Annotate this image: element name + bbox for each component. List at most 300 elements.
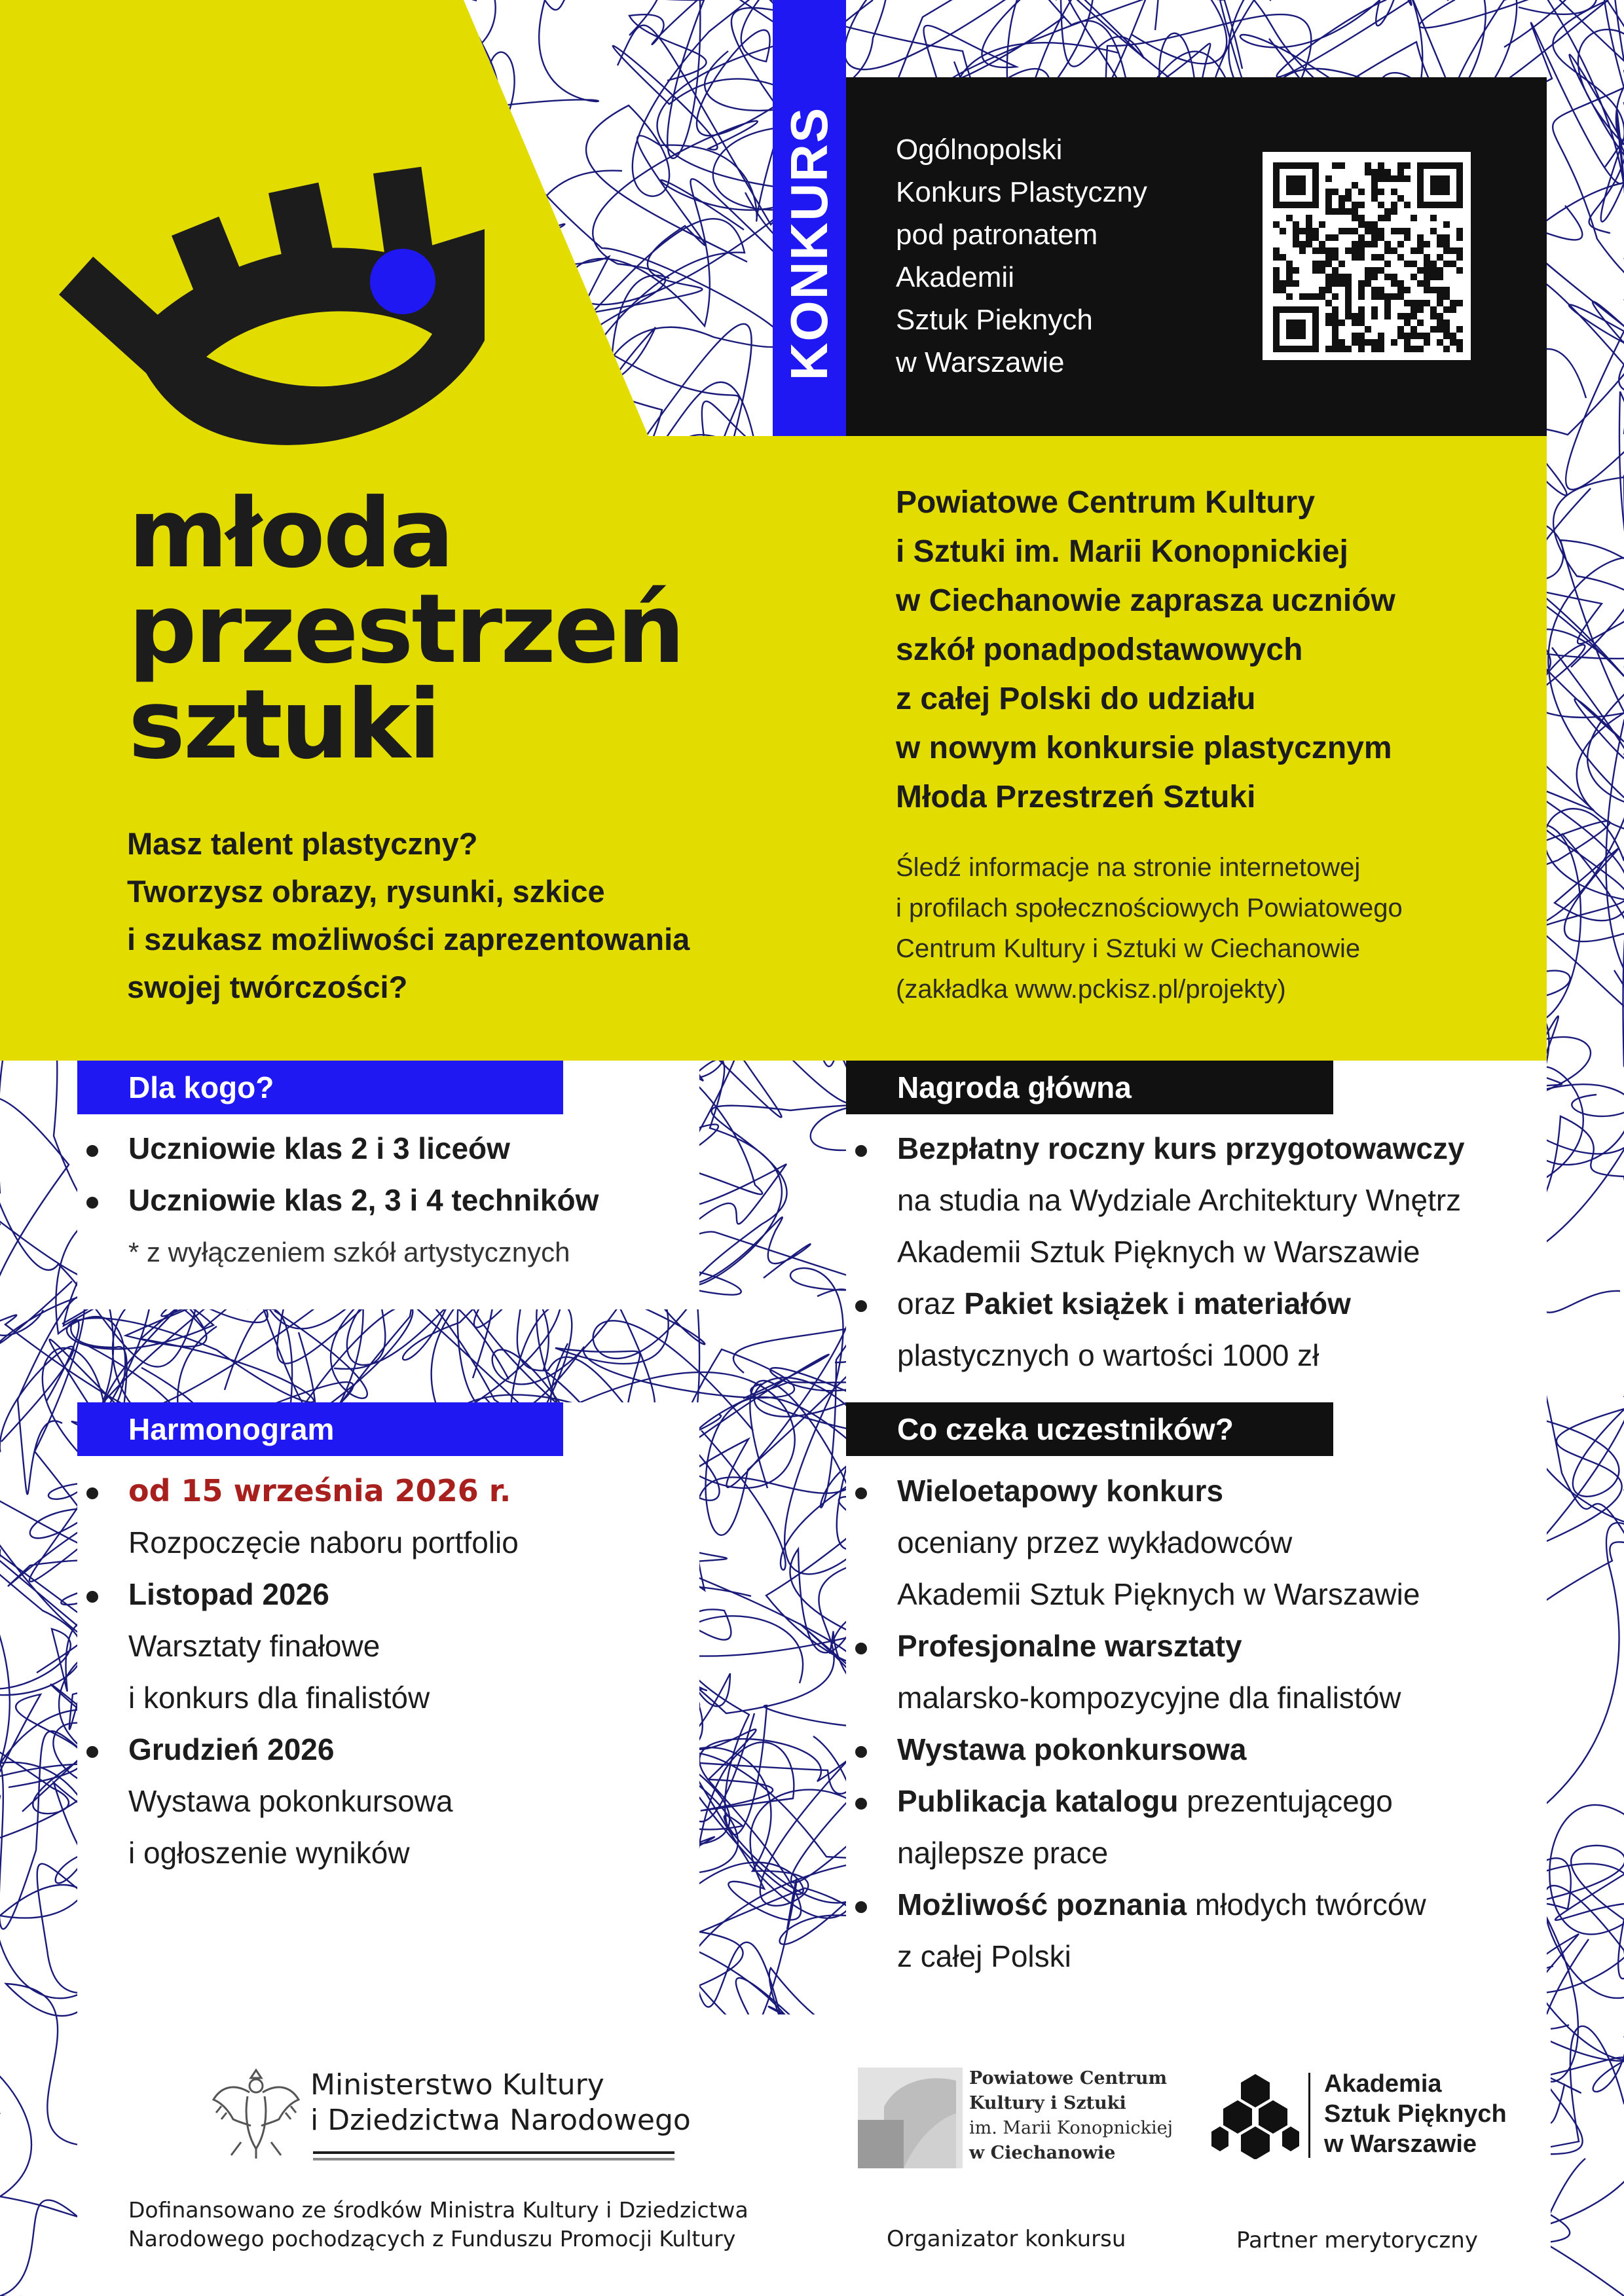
qr-module: [1338, 346, 1345, 352]
qr-module: [1358, 215, 1365, 221]
qr-module: [1352, 319, 1358, 326]
bullet-icon: [86, 1487, 98, 1499]
qr-module: [1358, 221, 1365, 228]
qr-module: [1417, 319, 1424, 326]
qr-module: [1312, 202, 1319, 208]
qr-module: [1345, 293, 1352, 300]
qr-module: [1443, 162, 1450, 169]
qr-module: [1293, 221, 1299, 228]
qr-module: [1437, 241, 1443, 247]
qr-module: [1397, 228, 1404, 234]
qr-module: [1365, 169, 1371, 175]
qr-module: [1430, 274, 1437, 280]
qr-module: [1312, 313, 1319, 319]
qr-module: [1325, 202, 1332, 208]
qr-module: [1358, 293, 1365, 300]
qr-module: [1352, 313, 1358, 319]
qr-module: [1397, 293, 1404, 300]
qr-module: [1280, 254, 1286, 261]
qr-module: [1443, 306, 1450, 313]
qr-module: [1437, 175, 1443, 182]
co-czeka-list: [846, 1465, 1547, 1982]
qr-module: [1273, 182, 1280, 189]
qr-module: [1378, 175, 1384, 182]
qr-module: [1325, 319, 1332, 326]
qr-module: [1352, 339, 1358, 346]
qr-module: [1411, 274, 1417, 280]
qr-module: [1273, 189, 1280, 195]
qr-module: [1352, 208, 1358, 215]
qr-module: [1338, 195, 1345, 202]
bullet-icon: [86, 1197, 98, 1209]
qr-module: [1299, 333, 1306, 339]
qr-module: [1378, 346, 1384, 352]
qr-module: [1345, 313, 1352, 319]
qr-module: [1299, 326, 1306, 333]
qr-module: [1437, 300, 1443, 306]
qr-module: [1430, 261, 1437, 267]
qr-module: [1345, 208, 1352, 215]
qr-module: [1443, 234, 1450, 241]
qr-module: [1293, 241, 1299, 247]
qr-module: [1437, 287, 1443, 293]
qr-module: [1293, 228, 1299, 234]
qr-module: [1352, 247, 1358, 254]
qr-module: [1371, 241, 1378, 247]
qr-module: [1384, 169, 1391, 175]
co-czeka-header: Co czeka uczestników?: [846, 1402, 1333, 1456]
qr-module: [1280, 280, 1286, 287]
qr-module: [1443, 182, 1450, 189]
qr-module: [1371, 346, 1378, 352]
qr-module: [1430, 182, 1437, 189]
qr-module: [1365, 274, 1371, 280]
qr-module: [1456, 175, 1463, 182]
qr-module: [1358, 333, 1365, 339]
qr-module: [1332, 234, 1338, 241]
qr-module: [1417, 333, 1424, 339]
qr-module: [1371, 287, 1378, 293]
qr-module: [1371, 234, 1378, 241]
qr-module: [1280, 346, 1286, 352]
qr-module: [1443, 202, 1450, 208]
qr-module: [1299, 241, 1306, 247]
qr-module: [1325, 189, 1332, 195]
qr-module: [1293, 319, 1299, 326]
qr-module: [1417, 162, 1424, 169]
qr-module: [1443, 241, 1450, 247]
nagroda-header: Nagroda główna: [846, 1061, 1333, 1114]
qr-module: [1397, 241, 1404, 247]
hand-eye-logo-icon: [33, 59, 504, 465]
qr-module: [1391, 274, 1397, 280]
qr-module: [1365, 241, 1371, 247]
qr-module: [1371, 175, 1378, 182]
dla-kogo-list: [77, 1123, 699, 1278]
qr-module: [1384, 300, 1391, 306]
qr-module: [1404, 175, 1411, 182]
follow-info-text: Śledź informacje na stronie internetowej i profilach społecznościowych Powiatowego Centrum Kultury i Sztuki w Ciechanowie (zakładka www.pckisz.pl/projekty): [896, 853, 1403, 1004]
qr-module: [1384, 241, 1391, 247]
qr-module: [1443, 326, 1450, 333]
qr-module: [1430, 189, 1437, 195]
qr-module: [1384, 215, 1391, 221]
qr-module: [1352, 241, 1358, 247]
qr-module: [1273, 162, 1280, 169]
qr-module: [1371, 228, 1378, 234]
organizer-caption: Organizator konkursu: [887, 2226, 1126, 2252]
pck-logo-icon: [858, 2068, 963, 2168]
qr-module: [1424, 339, 1430, 346]
qr-module: [1293, 182, 1299, 189]
qr-module: [1293, 162, 1299, 169]
qr-module: [1358, 254, 1365, 261]
qr-module: [1391, 175, 1397, 182]
qr-module: [1411, 326, 1417, 333]
question-text: Masz talent plastyczny? Tworzysz obrazy, rysunki, szkice i szukasz możliwości zaprezentowania swojej twórczości?: [127, 826, 690, 1004]
qr-module: [1384, 208, 1391, 215]
qr-module: [1286, 175, 1293, 182]
qr-module: [1391, 208, 1397, 215]
qr-module: [1280, 162, 1286, 169]
qr-module: [1411, 300, 1417, 306]
qr-module: [1404, 261, 1411, 267]
qr-module: [1450, 202, 1456, 208]
qr-module: [1443, 319, 1450, 326]
qr-module: [1456, 300, 1463, 306]
qr-module: [1378, 162, 1384, 169]
qr-module: [1397, 313, 1404, 319]
qr-module: [1443, 346, 1450, 352]
qr-module: [1456, 326, 1463, 333]
intro-text: Ogólnopolski Konkurs Plastyczny pod patronatem Akademii Sztuk Pieknych w Warszawie: [896, 134, 1147, 378]
qr-module: [1417, 306, 1424, 313]
qr-module: [1293, 326, 1299, 333]
qr-module: [1319, 293, 1325, 300]
qr-module: [1430, 202, 1437, 208]
qr-module: [1378, 293, 1384, 300]
qr-module: [1312, 293, 1319, 300]
qr-module: [1345, 274, 1352, 280]
qr-module: [1286, 280, 1293, 287]
qr-module: [1430, 267, 1437, 274]
qr-module: [1280, 306, 1286, 313]
qr-module: [1338, 208, 1345, 215]
qr-module: [1293, 346, 1299, 352]
qr-module: [1293, 202, 1299, 208]
qr-module: [1325, 247, 1332, 254]
qr-module: [1306, 202, 1312, 208]
qr-module: [1332, 267, 1338, 274]
qr-module: [1437, 267, 1443, 274]
qr-module: [1437, 254, 1443, 261]
qr-module: [1417, 182, 1424, 189]
qr-module: [1358, 346, 1365, 352]
qr-module: [1286, 162, 1293, 169]
qr-module: [1306, 221, 1312, 228]
qr-module: [1299, 202, 1306, 208]
qr-module: [1443, 221, 1450, 228]
qr-module: [1404, 339, 1411, 346]
qr-module: [1404, 333, 1411, 339]
qr-module: [1450, 333, 1456, 339]
qr-module: [1338, 319, 1345, 326]
qr-module: [1404, 346, 1411, 352]
qr-module: [1371, 221, 1378, 228]
qr-module: [1325, 261, 1332, 267]
qr-module: [1358, 287, 1365, 293]
ministry-name: Ministerstwo Kultury i Dziedzictwa Narodowego: [310, 2068, 691, 2137]
qr-module: [1358, 319, 1365, 326]
qr-module: [1358, 339, 1365, 346]
qr-module: [1319, 267, 1325, 274]
bullet-icon: [86, 1746, 98, 1758]
qr-module: [1404, 162, 1411, 169]
qr-module: [1306, 293, 1312, 300]
qr-module: [1325, 346, 1332, 352]
qr-module: [1286, 274, 1293, 280]
bullet-icon: [855, 1487, 867, 1499]
qr-module: [1437, 339, 1443, 346]
qr-module: [1371, 339, 1378, 346]
qr-module: [1371, 274, 1378, 280]
qr-module: [1411, 247, 1417, 254]
qr-module: [1332, 326, 1338, 333]
qr-module: [1273, 326, 1280, 333]
qr-module: [1299, 162, 1306, 169]
qr-module: [1450, 339, 1456, 346]
qr-module: [1424, 254, 1430, 261]
qr-module: [1325, 280, 1332, 287]
asp-logo-icon: [1211, 2074, 1299, 2159]
qr-module: [1273, 274, 1280, 280]
qr-module: [1456, 228, 1463, 234]
qr-module: [1430, 162, 1437, 169]
qr-module: [1332, 346, 1338, 352]
qr-module: [1358, 280, 1365, 287]
qr-module: [1378, 267, 1384, 274]
qr-module: [1312, 175, 1319, 182]
qr-module: [1325, 234, 1332, 241]
qr-module: [1371, 182, 1378, 189]
qr-module: [1411, 346, 1417, 352]
qr-module: [1417, 267, 1424, 274]
qr-module: [1306, 306, 1312, 313]
qr-module: [1371, 189, 1378, 195]
qr-module: [1325, 195, 1332, 202]
qr-module: [1456, 234, 1463, 241]
qr-module: [1437, 234, 1443, 241]
list-item: od 15 września 2026 r. Rozpoczęcie naboru portfolio: [77, 1465, 699, 1569]
qr-module: [1371, 169, 1378, 175]
qr-module: [1358, 247, 1365, 254]
qr-module: [1299, 182, 1306, 189]
qr-module: [1378, 339, 1384, 346]
qr-module: [1404, 300, 1411, 306]
qr-module: [1411, 215, 1417, 221]
qr-module: [1273, 254, 1280, 261]
qr-module: [1345, 228, 1352, 234]
bullet-icon: [855, 1300, 867, 1312]
list-item: Profesjonalne warsztaty malarsko-kompozycyjne dla finalistów: [846, 1620, 1547, 1724]
qr-module: [1306, 241, 1312, 247]
qr-module: [1404, 313, 1411, 319]
qr-module: [1299, 189, 1306, 195]
qr-module: [1358, 202, 1365, 208]
qr-module: [1299, 293, 1306, 300]
qr-module: [1456, 339, 1463, 346]
qr-module: [1378, 234, 1384, 241]
qr-code-icon[interactable]: [1263, 152, 1471, 360]
harmonogram-list: [77, 1465, 699, 1879]
qr-module: [1338, 228, 1345, 234]
qr-module: [1312, 333, 1319, 339]
qr-module: [1319, 247, 1325, 254]
qr-module: [1450, 247, 1456, 254]
qr-module: [1437, 182, 1443, 189]
qr-module: [1312, 247, 1319, 254]
qr-module: [1332, 339, 1338, 346]
qr-module: [1417, 175, 1424, 182]
qr-module: [1404, 319, 1411, 326]
qr-module: [1450, 261, 1456, 267]
qr-module: [1312, 339, 1319, 346]
qr-module: [1397, 169, 1404, 175]
qr-module: [1332, 247, 1338, 254]
qr-module: [1325, 313, 1332, 319]
qr-module: [1443, 261, 1450, 267]
partner-caption: Partner merytoryczny: [1236, 2227, 1478, 2253]
qr-module: [1411, 333, 1417, 339]
qr-module: [1424, 274, 1430, 280]
qr-module: [1352, 215, 1358, 221]
qr-module: [1273, 306, 1280, 313]
qr-module: [1384, 306, 1391, 313]
qr-module: [1437, 326, 1443, 333]
qr-module: [1378, 287, 1384, 293]
qr-module: [1391, 189, 1397, 195]
qr-module: [1338, 261, 1345, 267]
qr-module: [1443, 333, 1450, 339]
qr-module: [1286, 346, 1293, 352]
qr-module: [1430, 313, 1437, 319]
qr-module: [1437, 319, 1443, 326]
qr-module: [1273, 319, 1280, 326]
qr-module: [1437, 274, 1443, 280]
qr-module: [1319, 221, 1325, 228]
asp-name: Akademia Sztuk Pięknych w Warszawie: [1324, 2070, 1507, 2158]
qr-module: [1417, 234, 1424, 241]
qr-module: [1319, 287, 1325, 293]
qr-module: [1397, 254, 1404, 261]
qr-module: [1325, 254, 1332, 261]
qr-module: [1293, 175, 1299, 182]
list-item: Listopad 2026 Warsztaty finałowe i konkurs dla finalistów: [77, 1569, 699, 1724]
pck-name: Powiatowe Centrum Kultury i Sztuki im. Marii Konopnickiej w Ciechanowie: [969, 2068, 1173, 2163]
qr-module: [1378, 189, 1384, 195]
bullet-icon: [855, 1798, 867, 1810]
qr-module: [1378, 228, 1384, 234]
qr-module: [1437, 293, 1443, 300]
qr-module: [1378, 169, 1384, 175]
ministry-rule: [313, 2158, 674, 2160]
dla-kogo-note: * z wyłączeniem szkół artystycznych: [128, 1237, 570, 1267]
asp-divider: [1308, 2073, 1310, 2158]
qr-module: [1352, 202, 1358, 208]
qr-module: [1286, 215, 1293, 221]
qr-module: [1280, 202, 1286, 208]
list-item: Uczniowie klas 2, 3 i 4 techników: [77, 1175, 699, 1226]
qr-module: [1391, 247, 1397, 254]
qr-module: [1286, 319, 1293, 326]
qr-module: [1273, 339, 1280, 346]
qr-module: [1384, 175, 1391, 182]
bullet-icon: [86, 1591, 98, 1603]
qr-module: [1273, 267, 1280, 274]
qr-module: [1358, 313, 1365, 319]
qr-module: [1299, 306, 1306, 313]
qr-module: [1365, 221, 1371, 228]
qr-module: [1424, 162, 1430, 169]
qr-module: [1443, 247, 1450, 254]
qr-module: [1417, 346, 1424, 352]
qr-module: [1325, 208, 1332, 215]
qr-module: [1391, 202, 1397, 208]
qr-module: [1424, 241, 1430, 247]
qr-module: [1424, 261, 1430, 267]
qr-module: [1352, 228, 1358, 234]
qr-module: [1293, 280, 1299, 287]
qr-module: [1404, 202, 1411, 208]
qr-module: [1371, 293, 1378, 300]
qr-module: [1411, 261, 1417, 267]
qr-module: [1430, 215, 1437, 221]
qr-module: [1312, 169, 1319, 175]
qr-module: [1273, 221, 1280, 228]
list-item: Publikacja katalogu prezentującego najlepsze prace: [846, 1776, 1547, 1879]
qr-module: [1306, 162, 1312, 169]
qr-module: [1293, 234, 1299, 241]
qr-module: [1365, 326, 1371, 333]
qr-module: [1456, 346, 1463, 352]
qr-module: [1424, 300, 1430, 306]
qr-module: [1417, 189, 1424, 195]
qr-module: [1424, 202, 1430, 208]
qr-module: [1358, 234, 1365, 241]
qr-module: [1273, 313, 1280, 319]
qr-module: [1417, 169, 1424, 175]
qr-module: [1345, 189, 1352, 195]
qr-module: [1338, 280, 1345, 287]
qr-module: [1371, 306, 1378, 313]
qr-module: [1430, 228, 1437, 234]
qr-module: [1325, 300, 1332, 306]
funding-text: Dofinansowano ze środków Ministra Kultury i Dziedzictwa Narodowego pochodzących z Funduszu Promocji Kultury: [128, 2197, 748, 2251]
qr-module: [1358, 241, 1365, 247]
qr-module: [1312, 326, 1319, 333]
qr-module: [1345, 306, 1352, 313]
qr-module: [1371, 313, 1378, 319]
qr-module: [1456, 247, 1463, 254]
qr-module: [1299, 319, 1306, 326]
qr-module: [1293, 306, 1299, 313]
qr-module: [1286, 182, 1293, 189]
list-item: Bezpłatny roczny kurs przygotowawczy na studia na Wydziale Architektury Wnętrz Akademii Sztuk Pięknych w Warszawie: [846, 1123, 1547, 1278]
qr-module: [1345, 287, 1352, 293]
qr-module: [1430, 326, 1437, 333]
qr-module: [1312, 346, 1319, 352]
qr-module: [1332, 306, 1338, 313]
